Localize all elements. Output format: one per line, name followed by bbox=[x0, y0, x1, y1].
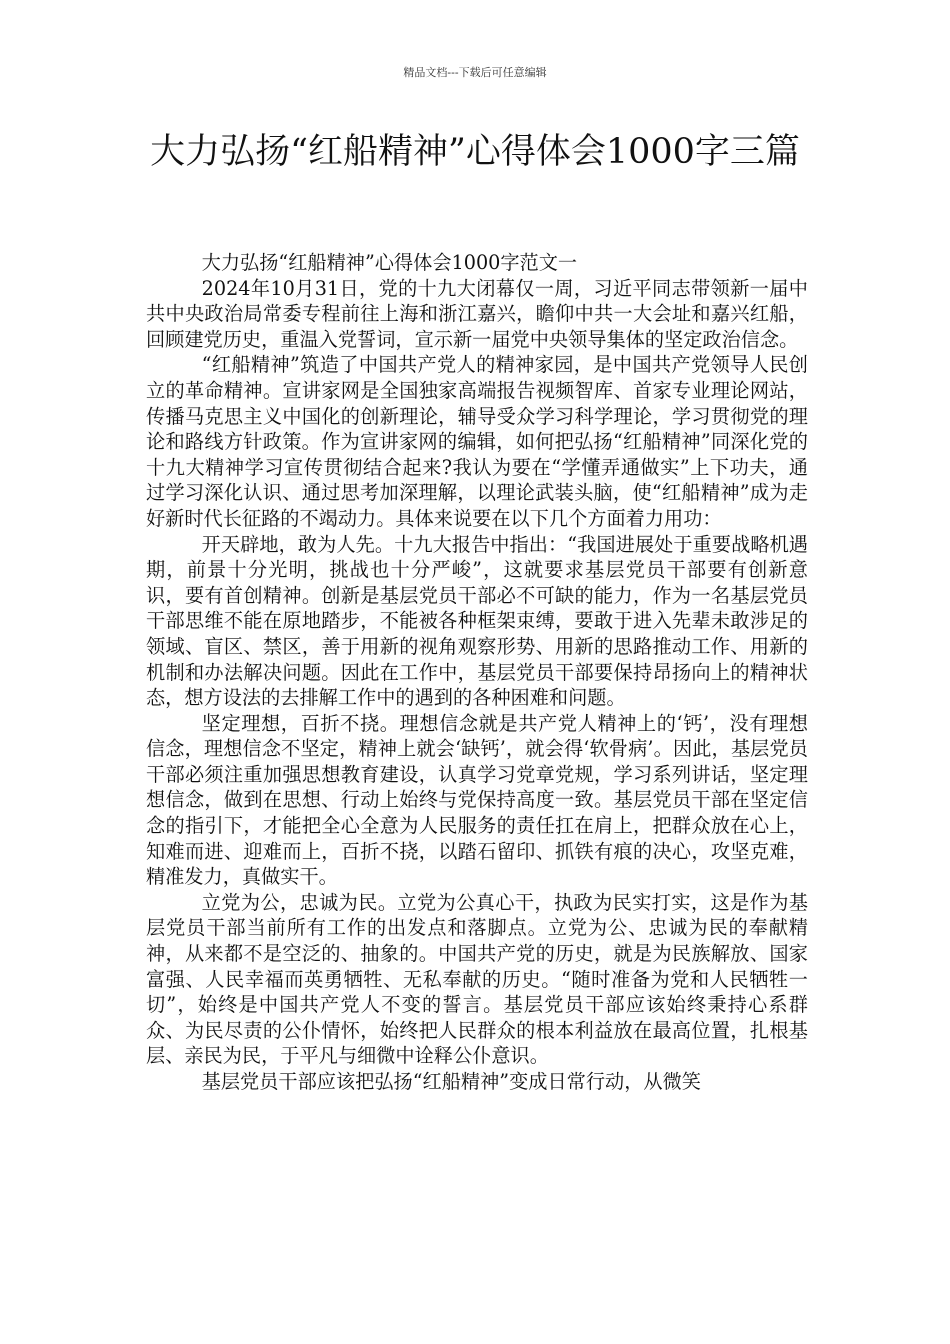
document-body bbox=[146, 250, 808, 1095]
paragraph: 立党为公，忠诚为民。立党为公真心干，执政为民实打实，这是作为基层党员干部当前所有工作的出发点和落脚点。立党为公、忠诚为民的奉献精神，从来都不是空泛的、抽象的。中国共产党的历史，就是为民族解放、国家富强、人民幸福而英勇牺牲、无私奉献的历史。“随时准备为党和人民牺牲一切”，始终是中国共产党人不变的誓言。基层党员干部应该始终秉持心系群众、为民尽责的公仆情怀，始终把人民群众的根本利益放在最高位置，扎根基层、亲民为民，于平凡与细微中诠释公仆意识。 bbox=[146, 890, 808, 1068]
document-title: 大力弘扬“红船精神”心得体会1000字三篇 bbox=[150, 132, 800, 172]
paragraph: “红船精神”筑造了中国共产党人的精神家园，是中国共产党领导人民创立的革命精神。宣讲家网是全国独家高端报告视频智库、首家专业理论网站，传播马克思主义中国化的创新理论，辅导受众学习科学理论，学习贯彻党的理论和路线方针政策。作为宣讲家网的编辑，如何把弘扬“红船精神”同深化党的十九大精神学习宣传贯彻结合起来?我认为要在“学懂弄通做实”上下功夫，通过学习深化认识、通过思考加深理解，以理论武装头脑，使“红船精神”成为走好新时代长征路的不竭动力。具体来说要在以下几个方面着力用功： bbox=[146, 353, 808, 530]
paragraph: 2024年10月31日，党的十九大闭幕仅一周，习近平同志带领新一届中共中央政治局常委专程前往上海和浙江嘉兴，瞻仰中共一大会址和嘉兴红船，回顾建党历史，重温入党誓词，宣示新一届党中央领导集体的坚定政治信念。 bbox=[146, 276, 808, 351]
paragraph: 坚定理想，百折不挠。理想信念就是共产党人精神上的‘钙’，没有理想信念，理想信念不坚定，精神上就会‘缺钙’，就会得‘软骨病’。因此，基层党员干部必须注重加强思想教育建设，认真学习党章党规，学习系列讲话，坚定理想信念，做到在思想、行动上始终与党保持高度一致。基层党员干部在坚定信念的指引下，才能把全心全意为人民服务的责任扛在肩上，把群众放在心上，知难而进、迎难而上，百折不挠，以踏石留印、抓铁有痕的决心，攻坚克难，精准发力，真做实干。 bbox=[146, 711, 808, 889]
paragraph: 开天辟地，敢为人先。十九大报告中指出：“我国进展处于重要战略机遇期，前景十分光明，挑战也十分严峻”，这就要求基层党员干部要有创新意识，要有首创精神。创新是基层党员干部必不可缺的能力，作为一名基层党员干部思维不能在原地踏步，不能被各种框架束缚，要敢于进入先辈未敢涉足的领域、盲区、禁区，善于用新的视角观察形势、用新的思路推动工作、用新的机制和办法解决问题。因此在工作中，基层党员干部要保持昂扬向上的精神状态，想方设法的去排解工作中的遇到的各种困难和问题。 bbox=[146, 532, 808, 710]
paragraph-subtitle: 大力弘扬“红船精神”心得体会1000字范文一 bbox=[201, 251, 578, 274]
page-header: 精品文档---下载后可任意编辑 bbox=[403, 66, 547, 79]
paragraph: 基层党员干部应该把弘扬“红船精神”变成日常行动，从微笑 bbox=[201, 1070, 701, 1093]
